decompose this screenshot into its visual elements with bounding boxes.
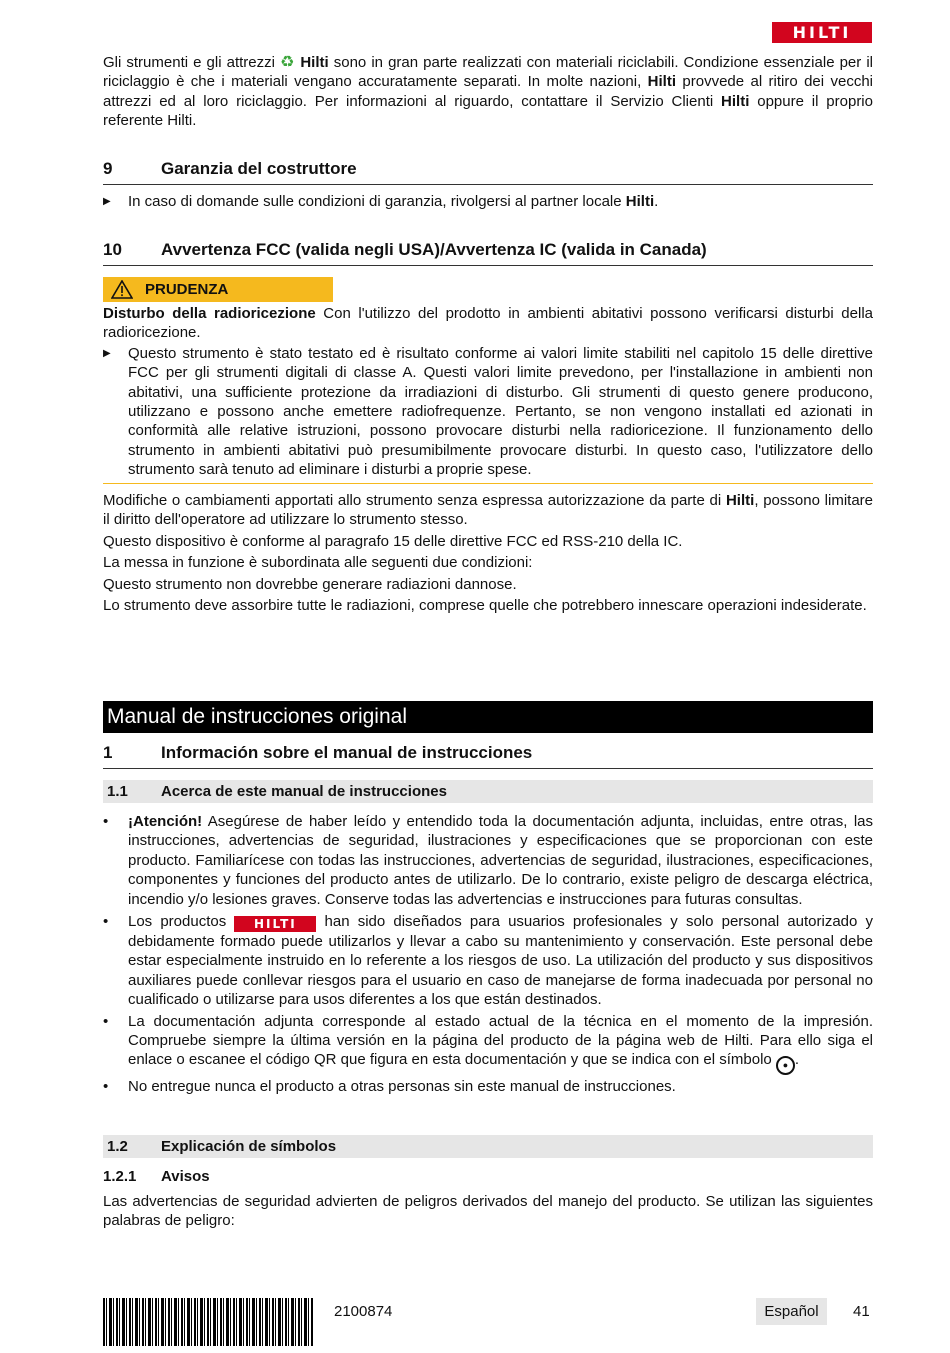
recycling-text-3: provvede al ritiro dei vecchi attrezzi ed al loro riciclaggio. Per informazioni al riguardo, contattare il Servizio Clienti <box>103 73 874 110</box>
brand-name: Hilti <box>725 492 755 509</box>
list-text: No entregue nunca el producto a otras personas sin este manual de instrucciones. <box>128 1078 676 1096</box>
section-9-heading <box>103 158 873 185</box>
section-title: Avisos <box>161 1168 210 1185</box>
recycling-text-1: Gli strumenti e gli attrezzi <box>103 54 275 71</box>
brand-name: Hilti <box>625 193 655 210</box>
list-item: • No entregue nunca el producto a otras personas sin este manual de instrucciones. <box>103 1078 676 1096</box>
section-title: Acerca de este manual de instrucciones <box>161 783 447 800</box>
fcc-text: Questo dispositivo è conforme al paragrafo 15 delle direttive FCC ed RSS-210 della IC. <box>103 532 683 550</box>
list-item: • ¡Atención! Asegúrese de haber leído y entendido toda la documentación adjunta, incluidas, entre otras, las instrucciones, advertencias de seguridad, ilustraciones y especificaciones que se proporcionan con este producto. Familiarícese con todas las instrucciones, advertencias de seguridad, ilustraciones, especificaciones, componentes y funciones del producto antes de utilizarlo. De lo contrario, existe peligro de descarga eléctrica, incendio y/o lesiones graves. Conserve todas las advertencias e instrucciones para futuras consultas. <box>103 813 873 908</box>
fcc-text: Lo strumento deve assorbire tutte le radiazioni, comprese quelle che potrebbero innescare operazioni indesiderate. <box>103 597 867 615</box>
list-text: La documentación adjunta corresponde al estado actual de la técnica en el momento de la impresión. Compruebe siempre la última versión en la página del producto de la página web de Hilti. Para ello siga el enlace o escanee el código QR que figura en esta documentación y que se indica con el símbolo <box>128 1012 873 1069</box>
hilti-logo: HILTI <box>772 22 872 43</box>
recycling-paragraph <box>103 53 873 131</box>
page-number: 41 <box>853 1303 870 1320</box>
section-title: Garanzia del costruttore <box>161 159 357 178</box>
fcc-text: Modifiche o cambiamenti apportati allo strumento senza espressa autorizzazione da parte di <box>103 492 722 509</box>
section-number: 9 <box>103 159 113 178</box>
list-item: • La documentación adjunta corresponde al estado actual de la técnica en el momento de la impresión. Compruebe siempre la última versión en la página del producto de la página web de Hilti. Para ello siga el enlace o escanee el código QR que figura en esta documentación y que se indica con el símbolo ● . <box>103 1012 873 1076</box>
section-title: Avvertenza FCC (valida negli USA)/Avvertenza IC (valida in Canada) <box>161 240 707 259</box>
warning-text: Con l'utilizzo del prodotto in ambienti abitativi possono verificarsi disturbi della radioricezione. <box>103 305 873 342</box>
es-bullets <box>103 812 873 1097</box>
hilti-logo-inline: HILTI <box>234 916 316 932</box>
warning-divider <box>103 483 873 484</box>
fcc-text: La messa in funzione è subordinata alle seguenti due condizioni: <box>103 554 533 572</box>
section-number: 1.2.1 <box>103 1168 137 1185</box>
brand-name: Hilti <box>300 54 329 71</box>
warning-label: PRUDENZA <box>145 281 229 298</box>
fcc-text: Questo strumento non dovrebbe generare radiazioni dannose. <box>103 575 517 593</box>
brand-name: Hilti <box>721 92 750 110</box>
qr-code-symbol-icon: ● <box>776 1056 795 1075</box>
punctuation: . <box>794 1051 800 1069</box>
section-number: 10 <box>103 240 122 259</box>
es-section-1-2-heading <box>103 1135 873 1158</box>
document-number: 2100874 <box>334 1303 393 1320</box>
recycle-icon: ♻ <box>280 54 296 71</box>
fcc-paragraphs <box>103 491 873 615</box>
section-number: 1.2 <box>107 1138 128 1155</box>
avisos-text: Las advertencias de seguridad advierten de peligros derivados del manejo del producto. Se utilizan las siguientes palabras de peligro: <box>103 1193 873 1230</box>
avisos-paragraph <box>103 1192 873 1231</box>
warranty-item <box>103 192 873 211</box>
warning-title: Disturbo della radioricezione <box>103 305 316 322</box>
manual-title: Manual de instrucciones original <box>107 705 407 728</box>
section-number: 1 <box>103 743 113 762</box>
warning-label-box <box>103 277 333 302</box>
warning-body <box>103 304 873 480</box>
section-title: Información sobre el manual de instrucciones <box>161 743 533 762</box>
fcc-text: , possono limitare il diritto dell'operatore ad utilizzare lo strumento stesso. <box>103 492 873 529</box>
list-text: han sido diseñados para usuarios profesionales y solo personal autorizado y debidamente formado puede utilizarlos y llevar a cabo su mantenimiento y conservación. Este personal debe estar especialmente instruido en lo referente a los riesgos de uso. La utilización del producto y sus dispositivos auxiliares puede conllevar riesgos para el usuario en caso de manejarse de forma inadecuada por personal no cualificado o utilizarse para usos diferentes a los que están destinados. <box>128 913 874 1009</box>
list-text: Asegúrese de haber leído y entendido toda la documentación adjunta, incluidas, entre otras, las instrucciones, advertencias de seguridad, ilustraciones y especificaciones que se proporcionan con este producto. Familiarícese con todas las instrucciones, advertencias de seguridad, ilustraciones, especificaciones, componentes y funciones del producto antes de utilizarlo. De lo contrario, existe peligro de descarga eléctrica, incendio y/o lesiones graves. Conserve todas las advertencias e instrucciones para futuras consultas. <box>128 813 873 908</box>
barcode <box>103 1298 313 1346</box>
brand-name: Hilti <box>647 73 676 91</box>
es-section-1-heading <box>103 742 873 769</box>
section-number: 1.1 <box>107 783 128 800</box>
attention-label: ¡Atención! <box>128 813 203 830</box>
manual-title-bar <box>103 701 873 733</box>
recycling-text-4: oppure il proprio referente Hilti. <box>103 92 873 130</box>
warning-triangle-icon <box>111 280 133 307</box>
warning-instruction: Questo strumento è stato testato ed è risultato conforme ai valori limite stabiliti nel capitolo 15 delle direttive FCC per gli strumenti digitali di classe A. Questi valori limite prevedono, per l'installazione in ambienti non abitativi, una sufficiente protezione da irradiazioni di disturbo. Gli strumenti di questo genere producono, utilizzano e possono anche emettere radiofrequenze. Pertanto, se non vengono installati ed azionati in conformità alle relative istruzioni, possono provocare disturbi nella radioricezione. Il funzionamento dello strumento in ambienti abitativi può presumibilmente provocare disturbi. In questo caso, l'utilizzatore dello strumento sarà tenuto ad eliminare i disturbi a proprie spese. <box>128 344 873 479</box>
warranty-text: In caso di domande sulle condizioni di garanzia, rivolgersi al partner locale <box>128 193 622 210</box>
punctuation: . <box>654 193 659 210</box>
section-title: Explicación de símbolos <box>161 1138 337 1155</box>
arrow-right-icon: ▶ <box>103 347 111 359</box>
recycling-text-2: sono in gran parte realizzati con materiali riciclabili. Condizione essenziale per il riciclaggio è che i materiali vengano accuratamente separati. In molte nazioni, <box>103 54 873 91</box>
language-tab: Español <box>756 1298 827 1325</box>
list-item: • Los productos HILTI han sido diseñados para usuarios profesionales y solo personal autorizado y debidamente formado puede utilizarlos y llevar a cabo su mantenimiento y conservación. Este personal debe estar especialmente instruido en lo referente a los riesgos de uso. La utilización del producto y sus dispositivos auxiliares puede conllevar riesgos para el usuario en caso de manejarse de forma inadecuada por personal no cualificado o utilizarse para usos diferentes a los que están destinados. <box>103 913 874 1009</box>
arrow-right-icon: ▶ <box>103 196 111 207</box>
es-section-1-1-heading <box>103 780 873 803</box>
section-10-heading <box>103 239 873 266</box>
list-text: Los productos <box>128 913 227 931</box>
